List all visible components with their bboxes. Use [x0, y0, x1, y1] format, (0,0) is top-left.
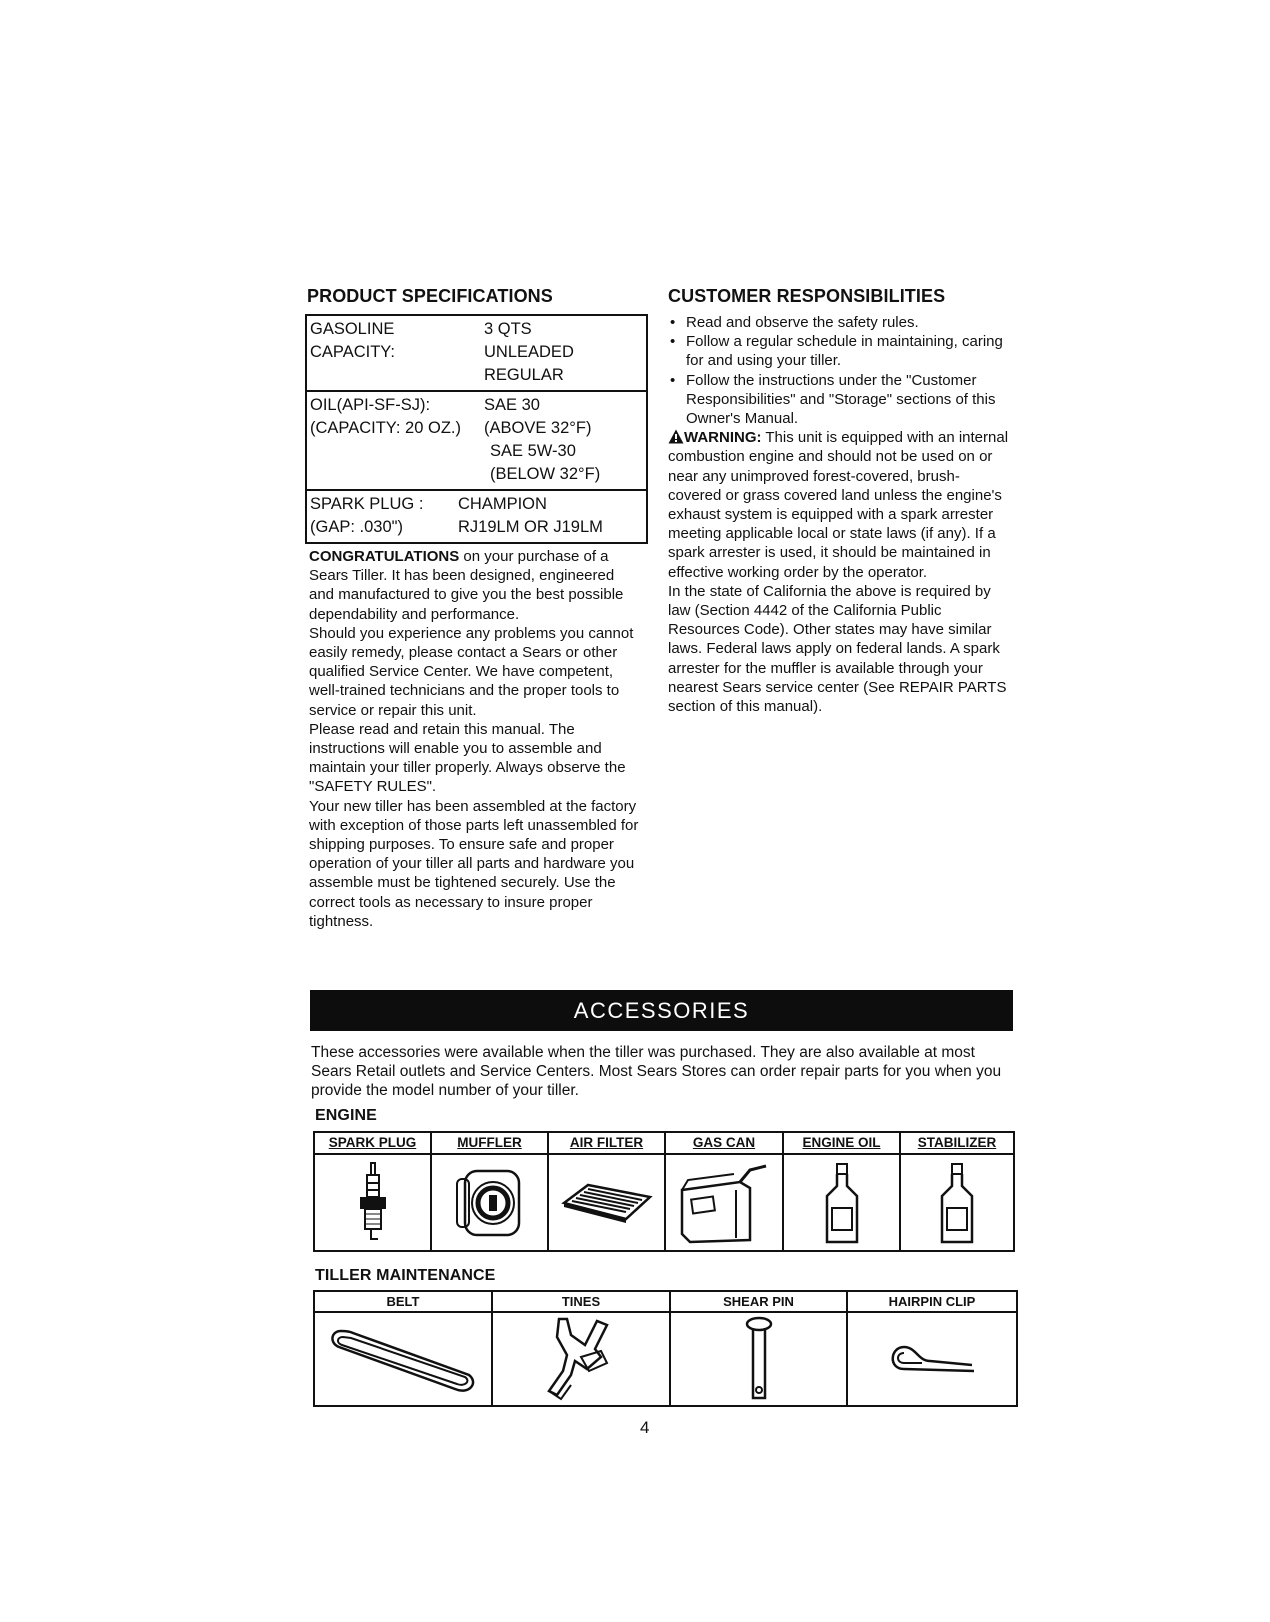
- warning-label: WARNING:: [684, 429, 762, 447]
- part-gas-can: GAS CAN: [666, 1133, 784, 1250]
- tines-icon: [541, 1315, 621, 1403]
- gasoline-label: GASOLINE: [310, 320, 395, 338]
- congrats-lead: CONGRATULATIONS: [309, 548, 460, 565]
- oil-value: SAE 30: [484, 396, 540, 414]
- part-shear-pin: [671, 1292, 848, 1405]
- engine-oil-bottle-icon: [822, 1162, 862, 1244]
- warning-paragraph: WARNING: This unit is equipped with an internal combustion engine and should not be used on or near any unimproved forest-covered, brush-covered or grass covered land unless the engine's exhaust system is equipped with a spark arrester meeting applicable local or state laws (if any). If a spark arrester is used, it should be maintained in effective working order by the operator.: [668, 429, 1009, 581]
- part-muffler: MUFFLER: [432, 1133, 549, 1250]
- congrats-p3: Please read and retain this manual. The instructions will enable you to assemble and maintain your tiller properly. Always observe the "SAFETY RULES".: [309, 720, 626, 796]
- part-tines: [493, 1292, 671, 1405]
- oil-label: OIL(API-SF-SJ):: [310, 396, 431, 414]
- muffler-icon: [455, 1165, 525, 1241]
- part-stabilizer: STABILIZER: [901, 1133, 1013, 1250]
- accessories-intro: These accessories were available when the tiller was purchased. They are also available at most Sears Retail outlets and Service Centers. Most Sears Stores can order repair parts for you when you provide the model number of your tiller.: [311, 1044, 1002, 1100]
- shear-pin-icon: [744, 1316, 774, 1402]
- spark-brand: CHAMPION: [458, 495, 547, 513]
- capacity-label: CAPACITY:: [310, 343, 395, 361]
- oil-above: (ABOVE 32°F): [484, 419, 592, 437]
- tines-label: TINES: [493, 1292, 669, 1313]
- engine-title: ENGINE: [315, 1107, 377, 1124]
- specs-title: PRODUCT SPECIFICATIONS: [307, 286, 553, 306]
- oil-capacity: (CAPACITY: 20 OZ.): [310, 419, 461, 437]
- california-paragraph: In the state of California the above is required by law (Section 4442 of the California Public Resources Code). Other states may have similar laws. Federal laws apply on federal lands. A spark arrester for the muffler is available through your nearest Sears service center (See REPAIR PARTS section of this manual).: [668, 582, 1007, 716]
- belt-label: BELT: [315, 1292, 491, 1313]
- oil-below: (BELOW 32°F): [490, 465, 601, 483]
- spec-table: [305, 314, 648, 544]
- air-filter-icon: [560, 1181, 654, 1225]
- warning-triangle-icon: [668, 429, 684, 444]
- gas-can-icon: [674, 1162, 774, 1244]
- gasoline-type: UNLEADED: [484, 343, 574, 361]
- part-spark-plug: SPARK PLUG: [315, 1133, 432, 1250]
- accessories-title: ACCESSORIES: [573, 997, 750, 1023]
- gasoline-grade: REGULAR: [484, 366, 564, 384]
- congrats-p4: Your new tiller has been assembled at the factory with exception of those parts left unassembled for shipping purposes. To ensure safe and proper operation of your tiller all parts and hardware you assemble must be tightened securely. Use the correct tools as necessary to insure proper tightness.: [309, 797, 639, 930]
- engine-parts-table: [313, 1131, 1015, 1252]
- part-air-filter: AIR FILTER: [549, 1133, 666, 1250]
- customer-bullets: [668, 313, 1013, 428]
- accessories-banner: [310, 990, 1013, 1031]
- congrats-p2: Should you experience any problems you cannot easily remedy, please contact a Sears or other qualified Service Center. We have competent, well-trained technicians and the proper tools to service or repair this unit.: [309, 624, 634, 719]
- congrats-text: [309, 547, 641, 931]
- gasoline-value: 3 QTS: [484, 320, 532, 338]
- part-belt: [315, 1292, 493, 1405]
- shear-pin-label: SHEAR PIN: [671, 1292, 846, 1313]
- spec-gasoline: [307, 316, 646, 392]
- tiller-title: TILLER MAINTENANCE: [315, 1267, 496, 1284]
- belt-icon: [323, 1319, 483, 1399]
- spark-label: SPARK PLUG :: [310, 495, 424, 513]
- customer-title: CUSTOMER RESPONSIBILITIES: [668, 286, 946, 306]
- spark-model: RJ19LM OR J19LM: [458, 518, 603, 536]
- part-engine-oil: ENGINE OIL: [784, 1133, 901, 1250]
- hairpin-clip-label: HAIRPIN CLIP: [848, 1292, 1016, 1313]
- congrats-p1: CONGRATULATIONS on your purchase of a Sears Tiller. It has been designed, engineered and manufactured to give you the best possible dependability and performance.: [309, 548, 624, 623]
- spec-spark: [307, 491, 646, 542]
- bullet-3: • Follow the instructions under the "Customer Responsibilities" and "Storage" sections of this Owner's Manual.: [668, 371, 1013, 429]
- page-number: 4: [640, 1418, 650, 1437]
- tiller-parts-table: [313, 1290, 1018, 1407]
- bullet-2: • Follow a regular schedule in maintaining, caring for and using your tiller.: [668, 332, 1013, 370]
- customer-text: [668, 313, 1013, 716]
- spark-plug-icon: [356, 1161, 390, 1245]
- oil-alt: SAE 5W-30: [490, 442, 576, 460]
- spec-oil: [307, 392, 646, 491]
- bullet-1: • Read and observe the safety rules.: [668, 313, 1013, 332]
- part-hairpin-clip: [848, 1292, 1016, 1405]
- spark-gap: (GAP: .030"): [310, 518, 403, 536]
- hairpin-clip-icon: [882, 1339, 982, 1379]
- stabilizer-bottle-icon: [937, 1162, 977, 1244]
